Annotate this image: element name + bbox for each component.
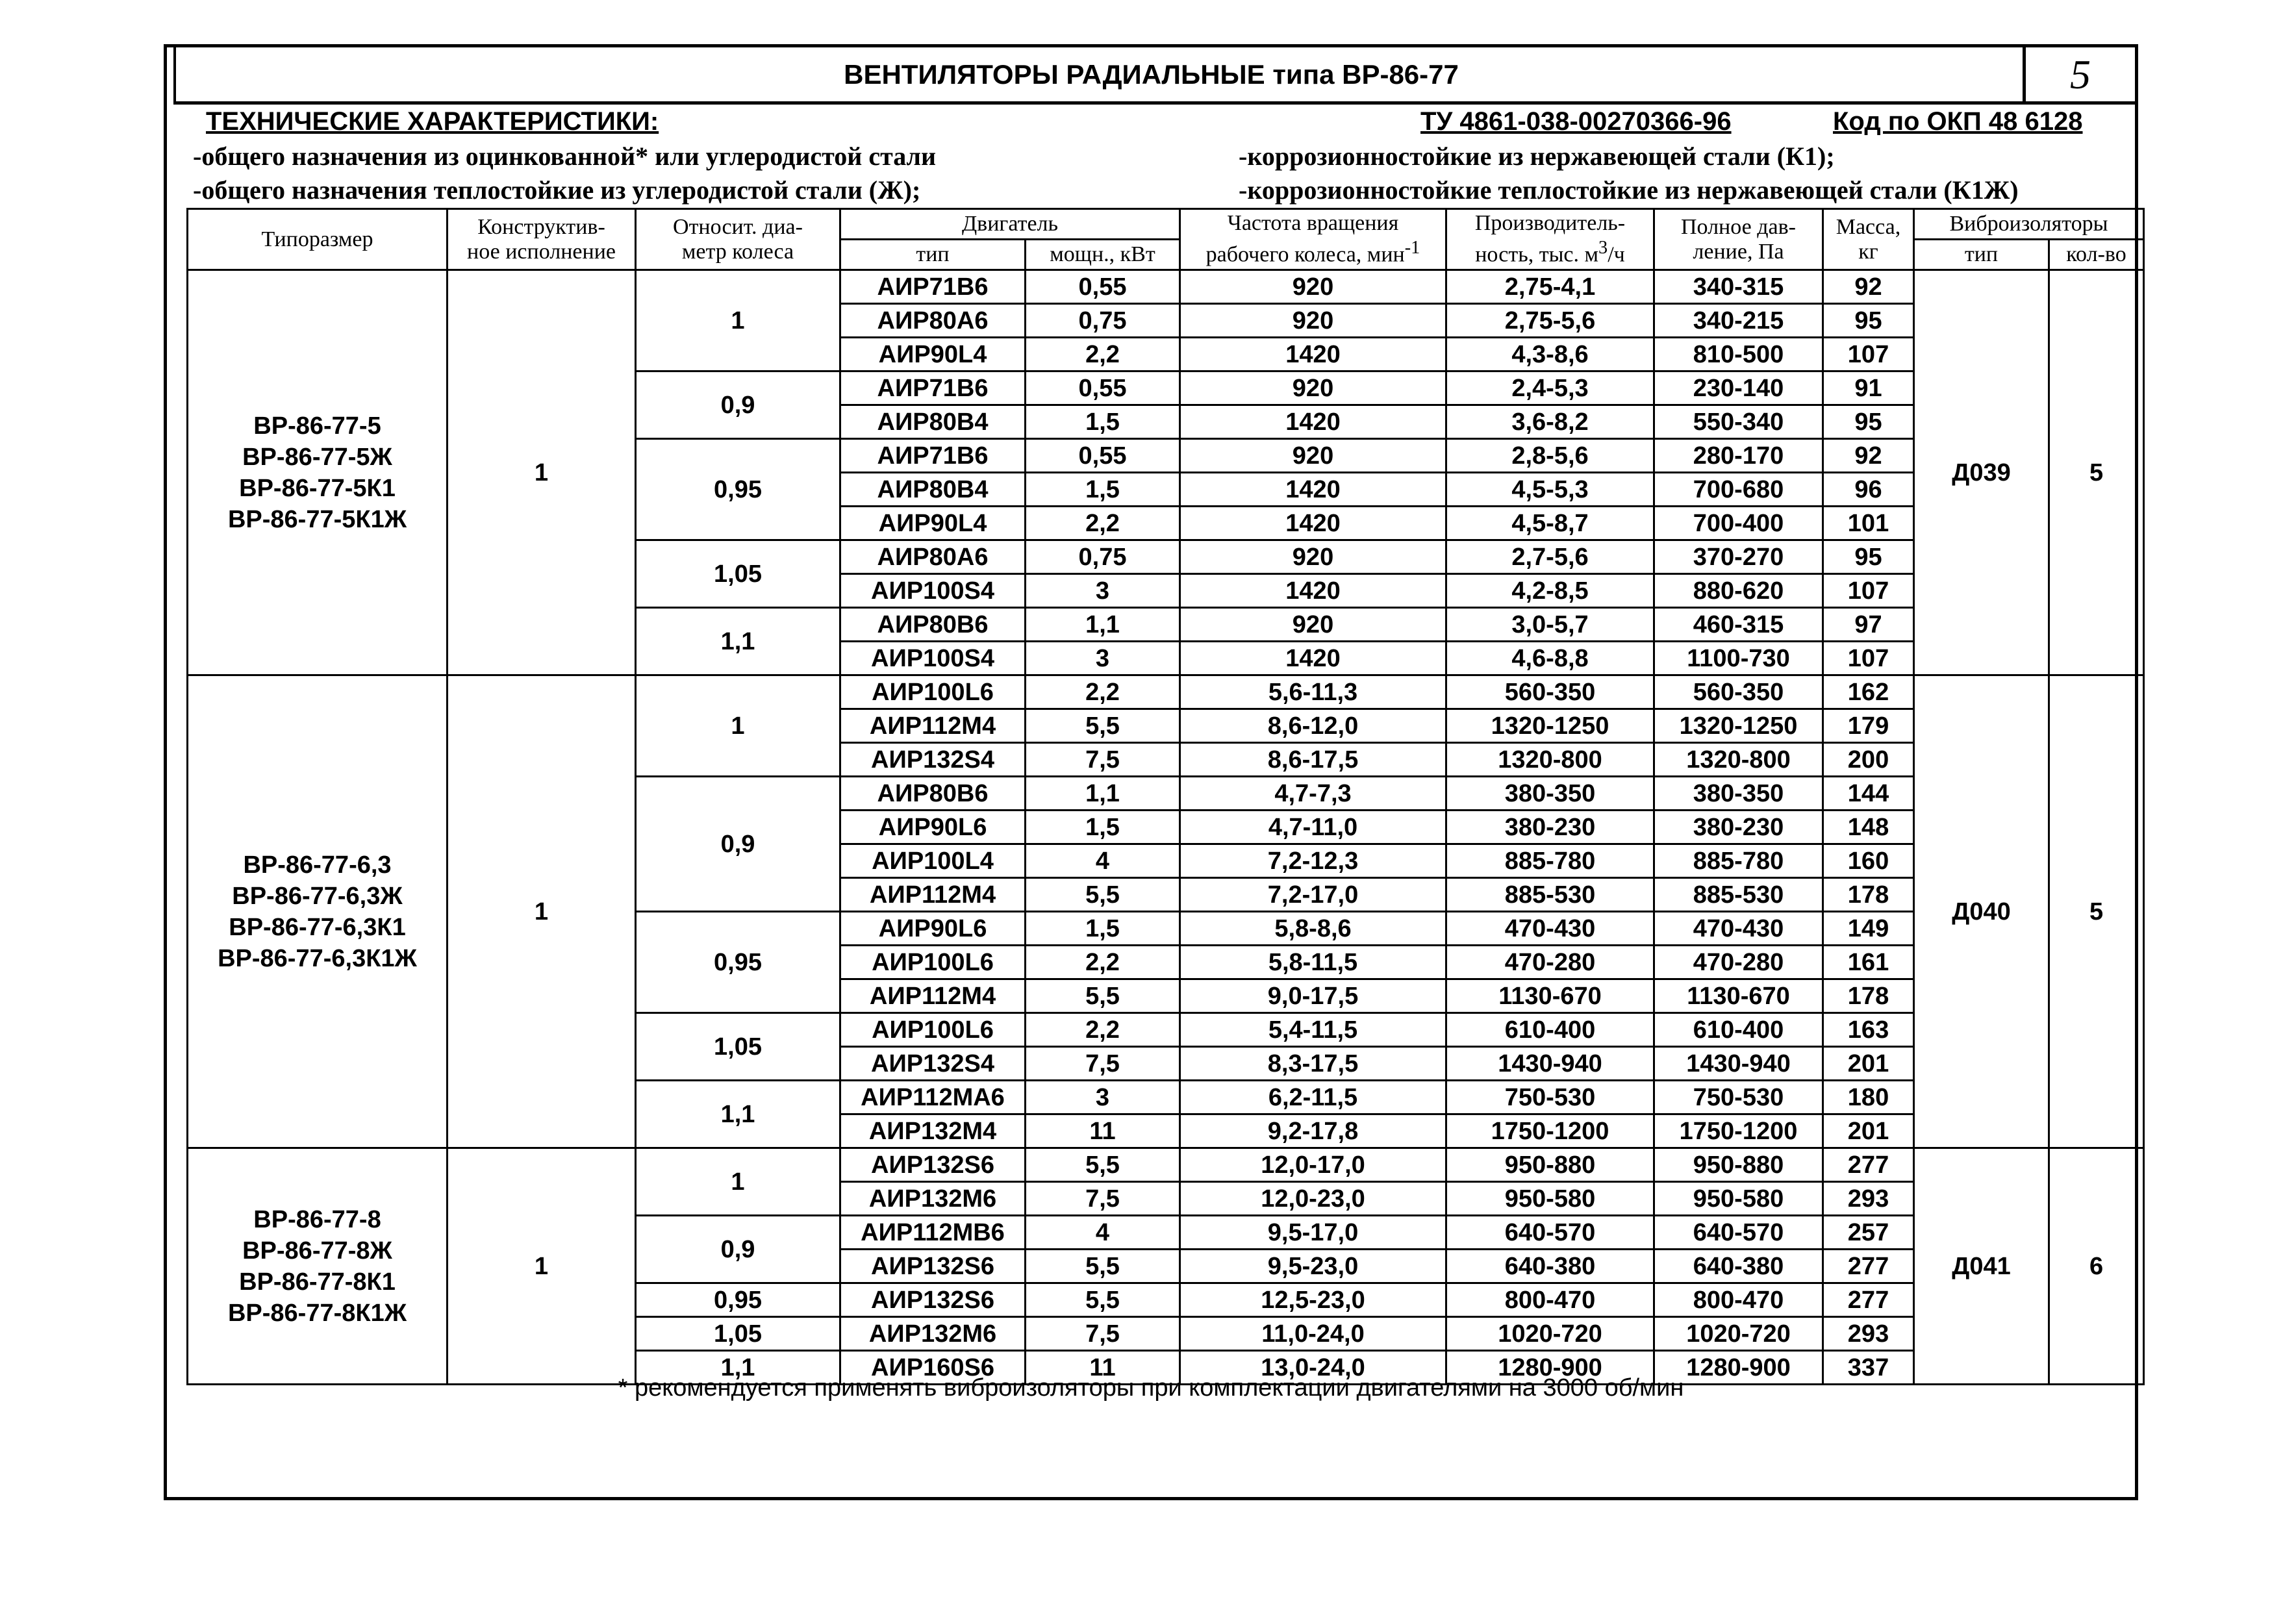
total-pressure: 1750-1200 [1654, 1114, 1823, 1148]
flow-rate: 380-230 [1446, 811, 1654, 844]
motor-power: 4 [1026, 1216, 1180, 1250]
total-pressure: 340-315 [1654, 270, 1823, 304]
rotation-speed: 6,2-11,5 [1180, 1081, 1446, 1114]
model-name: ВР-86-77-6,3К1Ж [218, 944, 417, 972]
motor-power: 0,75 [1026, 540, 1180, 574]
flow-rate: 4,6-8,8 [1446, 642, 1654, 675]
relative-diameter: 0,9 [636, 371, 840, 439]
rotation-speed: 12,0-23,0 [1180, 1182, 1446, 1216]
isolator-type: Д041 [1914, 1148, 2049, 1385]
motor-type: АИР80В6 [840, 777, 1026, 811]
motor-power: 5,5 [1026, 709, 1180, 743]
motor-type: АИР132S6 [840, 1283, 1026, 1317]
total-pressure: 470-280 [1654, 946, 1823, 979]
motor-type: АИР90L6 [840, 811, 1026, 844]
rotation-speed: 12,0-17,0 [1180, 1148, 1446, 1182]
rotation-speed: 920 [1180, 540, 1446, 574]
design-version: 1 [448, 675, 636, 1148]
total-pressure: 950-880 [1654, 1148, 1823, 1182]
flow-rate: 4,5-5,3 [1446, 473, 1654, 507]
mass: 92 [1823, 270, 1914, 304]
flow-rate: 4,5-8,7 [1446, 507, 1654, 540]
header-mass: Масса, кг [1823, 209, 1914, 270]
motor-type: АИР100L6 [840, 1013, 1026, 1047]
relative-diameter: 1,05 [636, 540, 840, 608]
motor-type: АИР100L6 [840, 675, 1026, 709]
motor-power: 7,5 [1026, 1317, 1180, 1351]
header-flow: Производитель- ность, тыс. $м^3/ч$ [1446, 209, 1654, 270]
rotation-speed: 920 [1180, 371, 1446, 405]
flow-rate: 2,75-4,1 [1446, 270, 1654, 304]
header-speed: Частота вращения рабочего колеса, мин$^{-1}$ [1180, 209, 1446, 270]
model-name: ВР-86-77-6,3К1 [229, 913, 406, 941]
mass: 179 [1823, 709, 1914, 743]
motor-type: АИР100S4 [840, 642, 1026, 675]
drawing-sheet [164, 44, 2138, 1500]
total-pressure: 280-170 [1654, 439, 1823, 473]
rotation-speed: 4,7-11,0 [1180, 811, 1446, 844]
rotation-speed: 13,0-24,0 [1180, 1351, 1446, 1385]
motor-type: АИР90L4 [840, 507, 1026, 540]
header-motor: Двигатель [840, 209, 1180, 240]
rotation-speed: 920 [1180, 608, 1446, 642]
relative-diameter: 0,95 [636, 1283, 840, 1317]
rotation-speed: 920 [1180, 439, 1446, 473]
design-version: 1 [448, 1148, 636, 1385]
flow-rate: 3,6-8,2 [1446, 405, 1654, 439]
total-pressure: 560-350 [1654, 675, 1823, 709]
flow-rate: 3,0-5,7 [1446, 608, 1654, 642]
total-pressure: 880-620 [1654, 574, 1823, 608]
motor-power: 3 [1026, 642, 1180, 675]
mass: 107 [1823, 642, 1914, 675]
spec-line-2-right: -коррозионностойкие теплостойкие из нержавеющей стали (К1Ж) [1239, 175, 2019, 205]
table-body [188, 270, 2144, 1385]
motor-type: АИР71В6 [840, 371, 1026, 405]
rotation-speed: 1420 [1180, 642, 1446, 675]
mass: 92 [1823, 439, 1914, 473]
model-name: ВР-86-77-8К1 [239, 1268, 396, 1296]
mass: 95 [1823, 405, 1914, 439]
flow-rate: 1020-720 [1446, 1317, 1654, 1351]
header-design: Конструктив- ное исполнение [448, 209, 636, 270]
flow-rate: 1320-800 [1446, 743, 1654, 777]
motor-type: АИР100S4 [840, 574, 1026, 608]
rotation-speed: 920 [1180, 270, 1446, 304]
model-name: ВР-86-77-6,3 [243, 851, 392, 879]
motor-power: 2,2 [1026, 675, 1180, 709]
motor-power: 4 [1026, 844, 1180, 878]
rotation-speed: 7,2-12,3 [1180, 844, 1446, 878]
total-pressure: 470-430 [1654, 912, 1823, 946]
isolator-type: Д040 [1914, 675, 2049, 1148]
motor-power: 5,5 [1026, 1283, 1180, 1317]
isolator-qty: 5 [2049, 270, 2144, 675]
total-pressure: 380-230 [1654, 811, 1823, 844]
motor-power: 2,2 [1026, 1013, 1180, 1047]
mass: 161 [1823, 946, 1914, 979]
model-names [188, 1148, 448, 1385]
motor-power: 3 [1026, 1081, 1180, 1114]
motor-type: АИР112М4 [840, 709, 1026, 743]
spec-line-2-left: -общего назначения теплостойкие из углеродистой стали (Ж); [193, 175, 921, 205]
motor-power: 11 [1026, 1351, 1180, 1385]
flow-rate: 800-470 [1446, 1283, 1654, 1317]
relative-diameter: 1,1 [636, 1081, 840, 1148]
model-name: ВР-86-77-8Ж [242, 1237, 392, 1264]
mass: 277 [1823, 1250, 1914, 1283]
rotation-speed: 9,5-23,0 [1180, 1250, 1446, 1283]
motor-type: АИР90L4 [840, 338, 1026, 371]
motor-power: 7,5 [1026, 1182, 1180, 1216]
motor-power: 0,55 [1026, 270, 1180, 304]
motor-type: АИР112МВ6 [840, 1216, 1026, 1250]
flow-rate: 2,8-5,6 [1446, 439, 1654, 473]
mass: 178 [1823, 878, 1914, 912]
header-pressure: Полное дав- ление, Па [1654, 209, 1823, 270]
motor-type: АИР71В6 [840, 439, 1026, 473]
total-pressure: 1130-670 [1654, 979, 1823, 1013]
spec-line-1-left: -общего назначения из оцинкованной* или углеродистой стали [193, 142, 937, 171]
total-pressure: 1280-900 [1654, 1351, 1823, 1385]
total-pressure: 885-530 [1654, 878, 1823, 912]
motor-type: АИР71В6 [840, 270, 1026, 304]
rotation-speed: 7,2-17,0 [1180, 878, 1446, 912]
header-motor-power: мощн., кВт [1026, 240, 1180, 270]
motor-power: 7,5 [1026, 743, 1180, 777]
mass: 200 [1823, 743, 1914, 777]
motor-type: АИР80В6 [840, 608, 1026, 642]
mass: 95 [1823, 540, 1914, 574]
motor-power: 1,5 [1026, 405, 1180, 439]
table-row [188, 675, 2144, 709]
motor-power: 11 [1026, 1114, 1180, 1148]
motor-type: АИР112МА6 [840, 1081, 1026, 1114]
mass: 96 [1823, 473, 1914, 507]
model-name: ВР-86-77-5 [253, 412, 381, 440]
flow-rate: 560-350 [1446, 675, 1654, 709]
motor-type: АИР112М4 [840, 979, 1026, 1013]
mass: 95 [1823, 304, 1914, 338]
rotation-speed: 1420 [1180, 507, 1446, 540]
flow-rate: 380-350 [1446, 777, 1654, 811]
total-pressure: 700-680 [1654, 473, 1823, 507]
rotation-speed: 9,2-17,8 [1180, 1114, 1446, 1148]
motor-power: 2,2 [1026, 338, 1180, 371]
relative-diameter: 1 [636, 270, 840, 371]
mass: 201 [1823, 1047, 1914, 1081]
flow-rate: 640-380 [1446, 1250, 1654, 1283]
mass: 337 [1823, 1351, 1914, 1385]
mass: 144 [1823, 777, 1914, 811]
motor-type: АИР112М4 [840, 878, 1026, 912]
mass: 293 [1823, 1182, 1914, 1216]
total-pressure: 810-500 [1654, 338, 1823, 371]
mass: 107 [1823, 574, 1914, 608]
rotation-speed: 9,0-17,5 [1180, 979, 1446, 1013]
flow-rate: 610-400 [1446, 1013, 1654, 1047]
total-pressure: 1020-720 [1654, 1317, 1823, 1351]
mass: 257 [1823, 1216, 1914, 1250]
motor-type: АИР100L6 [840, 946, 1026, 979]
rotation-speed: 5,6-11,3 [1180, 675, 1446, 709]
rotation-speed: 5,8-8,6 [1180, 912, 1446, 946]
flow-rate: 470-430 [1446, 912, 1654, 946]
rotation-speed: 8,6-17,5 [1180, 743, 1446, 777]
rotation-speed: 12,5-23,0 [1180, 1283, 1446, 1317]
flow-rate: 1750-1200 [1446, 1114, 1654, 1148]
rotation-speed: 5,8-11,5 [1180, 946, 1446, 979]
mass: 97 [1823, 608, 1914, 642]
mass: 277 [1823, 1283, 1914, 1317]
model-name: ВР-86-77-5Ж [242, 443, 392, 471]
mass: 293 [1823, 1317, 1914, 1351]
mass: 180 [1823, 1081, 1914, 1114]
relative-diameter: 1,1 [636, 1351, 840, 1385]
motor-type: АИР100L4 [840, 844, 1026, 878]
flow-rate: 4,2-8,5 [1446, 574, 1654, 608]
spec-line-1-right: -коррозионностойкие из нержавеющей стали (К1); [1239, 142, 1835, 171]
relative-diameter: 1 [636, 1148, 840, 1216]
motor-type: АИР132S4 [840, 743, 1026, 777]
total-pressure: 370-270 [1654, 540, 1823, 574]
motor-type: АИР132М6 [840, 1182, 1026, 1216]
motor-type: АИР132S4 [840, 1047, 1026, 1081]
header-size: Типоразмер [188, 209, 448, 270]
okp-code: Код по ОКП 48 6128 [1833, 107, 2083, 136]
total-pressure: 800-470 [1654, 1283, 1823, 1317]
motor-type: АИР132М4 [840, 1114, 1026, 1148]
motor-type: АИР80А6 [840, 540, 1026, 574]
model-name: ВР-86-77-5К1Ж [227, 505, 407, 533]
flow-rate: 950-880 [1446, 1148, 1654, 1182]
total-pressure: 340-215 [1654, 304, 1823, 338]
motor-power: 5,5 [1026, 878, 1180, 912]
flow-rate: 885-530 [1446, 878, 1654, 912]
flow-rate: 750-530 [1446, 1081, 1654, 1114]
isolator-type: Д039 [1914, 270, 2049, 675]
model-name: ВР-86-77-5К1 [239, 474, 396, 502]
table-header [188, 209, 2144, 270]
motor-power: 0,75 [1026, 304, 1180, 338]
flow-rate: 470-280 [1446, 946, 1654, 979]
motor-power: 5,5 [1026, 1250, 1180, 1283]
table-row [188, 1148, 2144, 1182]
motor-type: АИР80В4 [840, 473, 1026, 507]
motor-power: 1,1 [1026, 608, 1180, 642]
rotation-speed: 11,0-24,0 [1180, 1317, 1446, 1351]
rotation-speed: 1420 [1180, 473, 1446, 507]
total-pressure: 640-380 [1654, 1250, 1823, 1283]
motor-power: 3 [1026, 574, 1180, 608]
flow-rate: 1280-900 [1446, 1351, 1654, 1385]
rotation-speed: 1420 [1180, 405, 1446, 439]
flow-rate: 1130-670 [1446, 979, 1654, 1013]
page-title: ВЕНТИЛЯТОРЫ РАДИАЛЬНЫЕ типа ВР-86-77 [844, 59, 1459, 90]
rotation-speed: 9,5-17,0 [1180, 1216, 1446, 1250]
mass: 277 [1823, 1148, 1914, 1182]
rotation-speed: 1420 [1180, 338, 1446, 371]
motor-power: 5,5 [1026, 1148, 1180, 1182]
model-names [188, 270, 448, 675]
mass: 163 [1823, 1013, 1914, 1047]
rotation-speed: 8,6-12,0 [1180, 709, 1446, 743]
total-pressure: 885-780 [1654, 844, 1823, 878]
motor-power: 2,2 [1026, 946, 1180, 979]
page-number: 5 [2023, 47, 2135, 101]
total-pressure: 640-570 [1654, 1216, 1823, 1250]
total-pressure: 460-315 [1654, 608, 1823, 642]
rotation-speed: 1420 [1180, 574, 1446, 608]
motor-power: 0,55 [1026, 439, 1180, 473]
title-band [173, 47, 2135, 105]
header-motor-type: тип [840, 240, 1026, 270]
motor-power: 1,5 [1026, 473, 1180, 507]
relative-diameter: 1,05 [636, 1317, 840, 1351]
mass: 160 [1823, 844, 1914, 878]
mass: 178 [1823, 979, 1914, 1013]
flow-rate: 2,4-5,3 [1446, 371, 1654, 405]
rotation-speed: 4,7-7,3 [1180, 777, 1446, 811]
motor-type: АИР132S6 [840, 1148, 1026, 1182]
model-name: ВР-86-77-8 [253, 1205, 381, 1233]
total-pressure: 1320-1250 [1654, 709, 1823, 743]
header-isolator-type: тип [1914, 240, 2049, 270]
relative-diameter: 1,05 [636, 1013, 840, 1081]
flow-rate: 4,3-8,6 [1446, 338, 1654, 371]
motor-power: 5,5 [1026, 979, 1180, 1013]
total-pressure: 380-350 [1654, 777, 1823, 811]
mass: 162 [1823, 675, 1914, 709]
relative-diameter: 1 [636, 675, 840, 777]
total-pressure: 750-530 [1654, 1081, 1823, 1114]
motor-type: АИР132S6 [840, 1250, 1026, 1283]
table-row [188, 270, 2144, 304]
header-isolators: Виброизоляторы [1914, 209, 2144, 240]
flow-rate: 885-780 [1446, 844, 1654, 878]
total-pressure: 1320-800 [1654, 743, 1823, 777]
specs-heading: ТЕХНИЧЕСКИЕ ХАРАКТЕРИСТИКИ: [206, 107, 659, 136]
design-version: 1 [448, 270, 636, 675]
flow-rate: 640-570 [1446, 1216, 1654, 1250]
motor-power: 7,5 [1026, 1047, 1180, 1081]
total-pressure: 550-340 [1654, 405, 1823, 439]
motor-type: АИР80А6 [840, 304, 1026, 338]
rotation-speed: 8,3-17,5 [1180, 1047, 1446, 1081]
motor-power: 1,5 [1026, 811, 1180, 844]
model-name: ВР-86-77-8К1Ж [227, 1299, 407, 1327]
relative-diameter: 0,9 [636, 777, 840, 912]
total-pressure: 610-400 [1654, 1013, 1823, 1047]
tu-code: ТУ 4861-038-00270366-96 [1420, 107, 1732, 136]
relative-diameter: 0,95 [636, 912, 840, 1013]
motor-type: АИР132М6 [840, 1317, 1026, 1351]
total-pressure: 950-580 [1654, 1182, 1823, 1216]
isolator-qty: 6 [2049, 1148, 2144, 1385]
mass: 149 [1823, 912, 1914, 946]
motor-power: 1,5 [1026, 912, 1180, 946]
motor-type: АИР80В4 [840, 405, 1026, 439]
relative-diameter: 1,1 [636, 608, 840, 675]
relative-diameter: 0,95 [636, 439, 840, 540]
total-pressure: 1100-730 [1654, 642, 1823, 675]
motor-power: 1,1 [1026, 777, 1180, 811]
mass: 201 [1823, 1114, 1914, 1148]
fan-specs-table [186, 208, 2145, 1385]
total-pressure: 700-400 [1654, 507, 1823, 540]
flow-rate: 2,7-5,6 [1446, 540, 1654, 574]
flow-rate: 1430-940 [1446, 1047, 1654, 1081]
isolator-qty: 5 [2049, 675, 2144, 1148]
rotation-speed: 920 [1180, 304, 1446, 338]
motor-type: АИР160S6 [840, 1351, 1026, 1385]
mass: 148 [1823, 811, 1914, 844]
total-pressure: 1430-940 [1654, 1047, 1823, 1081]
flow-rate: 950-580 [1446, 1182, 1654, 1216]
header-isolator-qty: кол-во [2049, 240, 2144, 270]
model-name: ВР-86-77-6,3Ж [232, 882, 403, 910]
footnote: * рекомендуется применять виброизоляторы при комплектации двигателями на 3000 об/мин [618, 1374, 1684, 1402]
mass: 91 [1823, 371, 1914, 405]
header-diameter: Относит. диа- метр колеса [636, 209, 840, 270]
mass: 107 [1823, 338, 1914, 371]
mass: 101 [1823, 507, 1914, 540]
motor-power: 2,2 [1026, 507, 1180, 540]
motor-type: АИР90L6 [840, 912, 1026, 946]
relative-diameter: 0,9 [636, 1216, 840, 1283]
motor-power: 0,55 [1026, 371, 1180, 405]
rotation-speed: 5,4-11,5 [1180, 1013, 1446, 1047]
model-names [188, 675, 448, 1148]
flow-rate: 2,75-5,6 [1446, 304, 1654, 338]
total-pressure: 230-140 [1654, 371, 1823, 405]
flow-rate: 1320-1250 [1446, 709, 1654, 743]
